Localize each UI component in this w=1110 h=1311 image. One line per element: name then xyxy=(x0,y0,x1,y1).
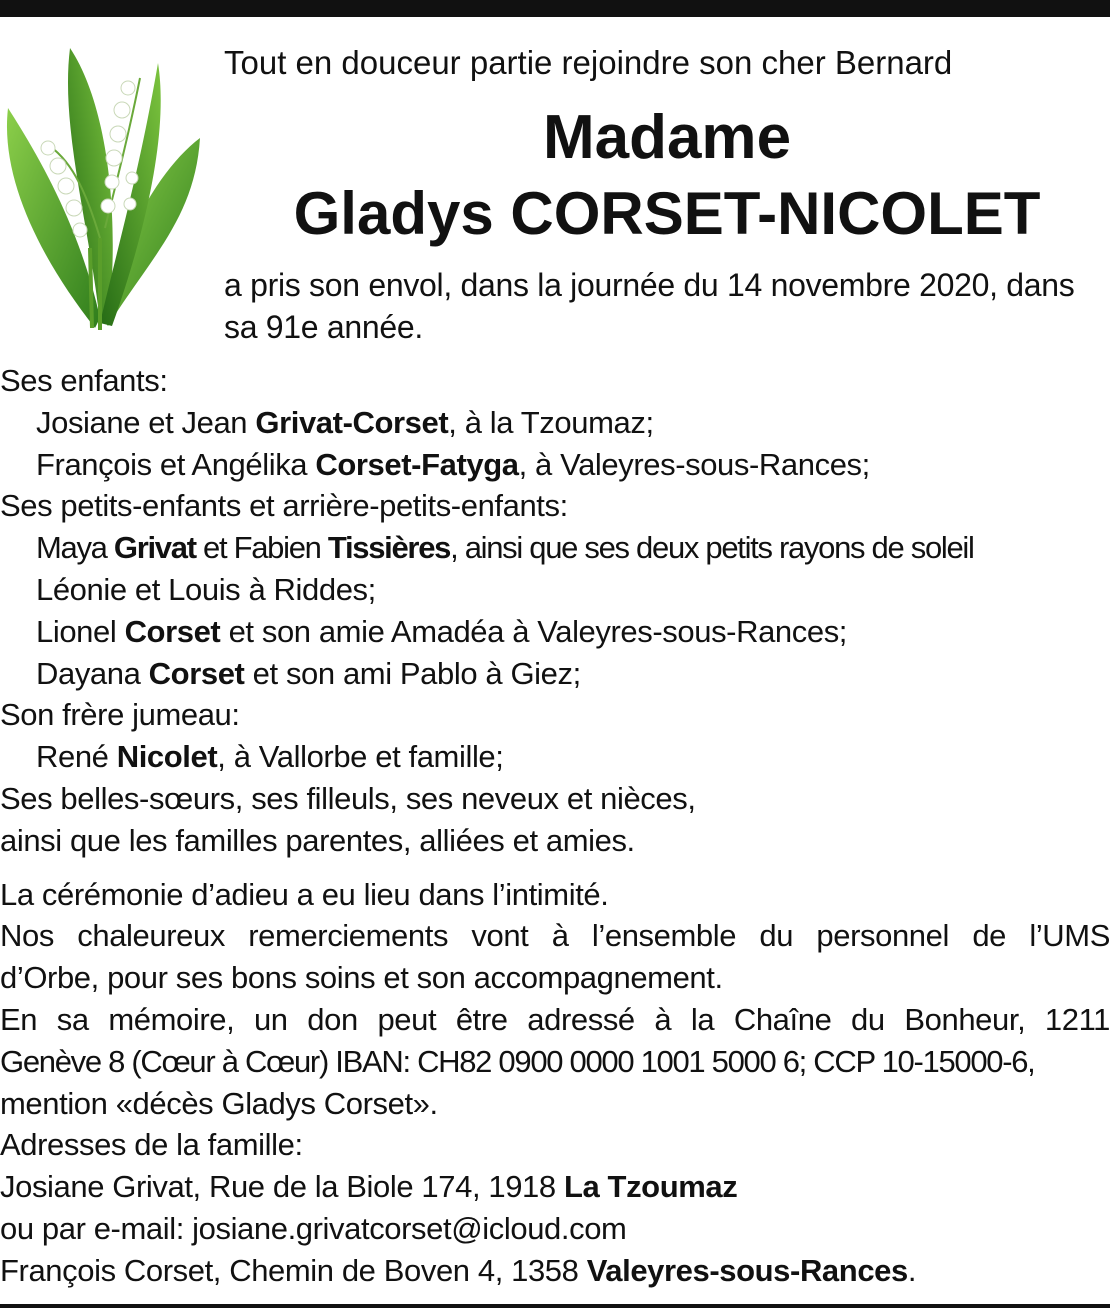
announcement: a pris son envol, dans la journée du 14 novembre 2020, dans sa 91e année. xyxy=(224,267,1075,345)
twin-entry: René Nicolet, à Vallorbe et famille; xyxy=(36,739,504,775)
donation-line: Genève 8 (Cœur à Cœur) IBAN: CH82 0900 0000 1001 5000 6; CCP 10-15000-6, xyxy=(0,1043,1035,1079)
intro-line: Tout en douceur partie rejoindre son cher Bernard xyxy=(224,44,953,81)
bottom-rule xyxy=(0,1304,1110,1308)
children-heading: Ses enfants: xyxy=(0,363,168,398)
address-line: François Corset, Chemin de Boven 4, 1358 Valeyres-sous-Rances. xyxy=(0,1252,917,1288)
address-heading: Adresses de la famille: xyxy=(0,1127,303,1163)
child-entry: François et Angélika Corset-Fatyga, à Valeyres-sous-Rances; xyxy=(36,446,870,482)
honorific: Madame xyxy=(542,103,792,172)
notice-body xyxy=(0,360,1110,1292)
child-entry: Josiane et Jean Grivat-Corset, à la Tzoumaz; xyxy=(36,404,654,440)
donation-line: En sa mémoire, un don peut être adressé à la Chaîne du Bonheur, 1211 xyxy=(0,1001,1110,1037)
lily-of-the-valley-icon xyxy=(0,48,205,333)
top-rule xyxy=(0,0,1110,17)
deceased-name: Gladys CORSET-NICOLET xyxy=(293,180,1041,247)
inlaws-line: Ses belles-sœurs, ses filleuls, ses neveux et nièces, xyxy=(0,780,696,816)
donation-line: mention «décès Gladys Corset». xyxy=(0,1085,438,1121)
address-line: Josiane Grivat, Rue de la Biole 174, 1918 La Tzoumaz xyxy=(0,1169,738,1205)
header xyxy=(224,40,1110,348)
relatives-line: ainsi que les familles parentes, alliées et amies. xyxy=(0,822,635,858)
email-line: ou par e-mail: josiane.grivatcorset@icloud.com xyxy=(0,1210,627,1246)
grandchild-entry: Dayana Corset et son ami Pablo à Giez; xyxy=(36,655,581,691)
grandchild-entry-continued: Léonie et Louis à Riddes; xyxy=(36,571,376,607)
ceremony-line: La cérémonie d’adieu a eu lieu dans l’intimité. xyxy=(0,876,609,912)
grandchildren-heading: Ses petits-enfants et arrière-petits-enfants: xyxy=(0,488,568,524)
thanks-line: d’Orbe, pour ses bons soins et son accompagnement. xyxy=(0,960,723,996)
twin-heading: Son frère jumeau: xyxy=(0,697,240,733)
deceased-title xyxy=(224,100,1110,252)
thanks-line: Nos chaleureux remerciements vont à l’ensemble du personnel de l’UMS xyxy=(0,918,1110,954)
grandchild-entry: Lionel Corset et son amie Amadéa à Valeyres-sous-Rances; xyxy=(36,613,848,649)
grandchild-entry: Maya Grivat et Fabien Tissières, ainsi que ses deux petits rayons de soleil xyxy=(36,530,974,566)
